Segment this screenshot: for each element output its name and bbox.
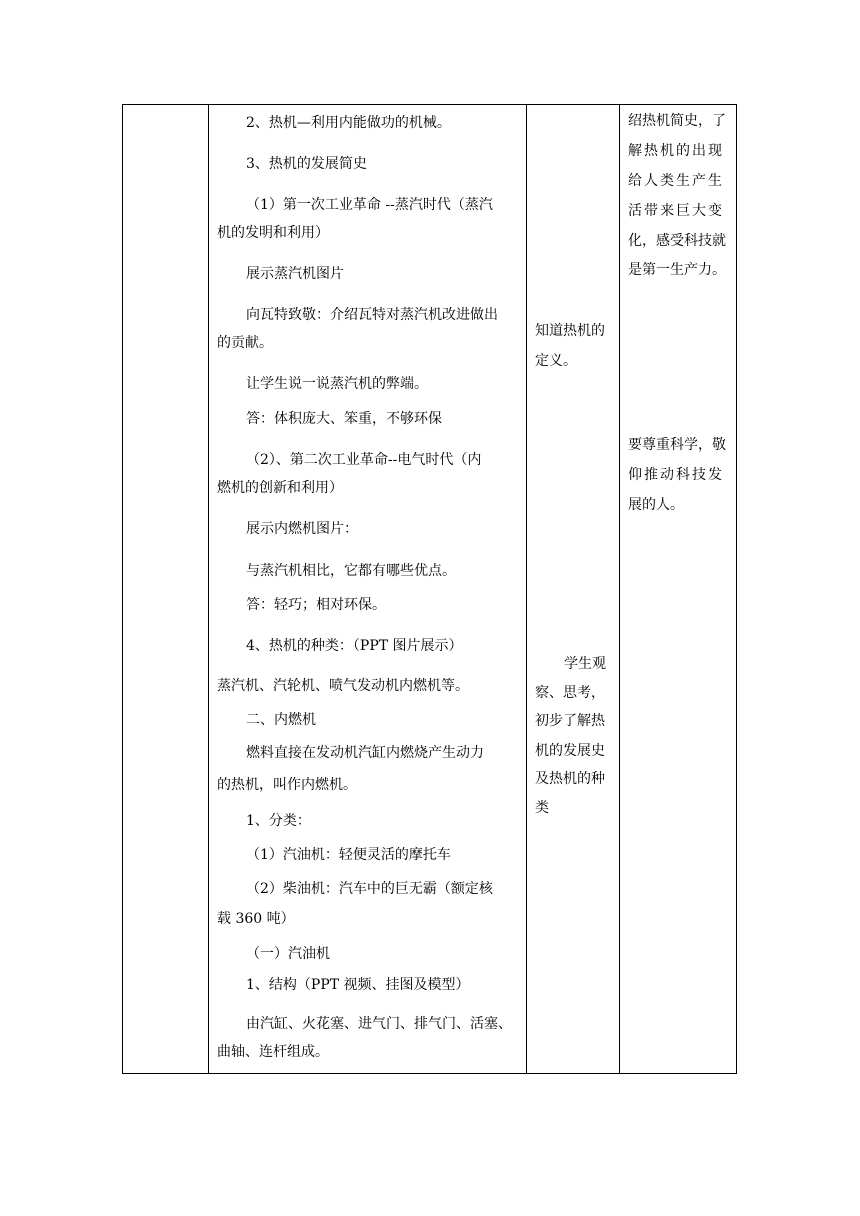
- content-line: 由汽缸、火花塞、进气门、排气门、活塞、: [246, 1016, 512, 1032]
- column-divider: [526, 105, 527, 1073]
- content-line: 的贡献。: [217, 335, 273, 351]
- content-line: 1、结构（PPT 视频、挂图及模型）: [246, 977, 470, 993]
- content-line: （1）汽油机：轻便灵活的摩托车: [246, 847, 451, 863]
- content-line: 机的发明和利用）: [217, 225, 329, 241]
- content-line: 4、热机的种类：（PPT 图片展示）: [246, 638, 463, 654]
- content-line: 展示蒸汽机图片: [246, 266, 344, 282]
- activity-line: 定义。: [535, 353, 577, 369]
- content-line: 二、内燃机: [246, 712, 316, 728]
- activity-line: 初步了解热: [535, 713, 605, 729]
- content-line: 答：体积庞大、笨重，不够环保: [246, 411, 442, 427]
- content-line: 燃机的创新和利用）: [217, 480, 343, 496]
- content-line: 让学生说一说蒸汽机的弊端。: [246, 376, 428, 392]
- content-line: 的热机，叫作内燃机。: [217, 777, 357, 793]
- content-line: 3、热机的发展简史: [246, 156, 367, 172]
- content-line: 1、分类：: [246, 813, 311, 829]
- content-line: 与蒸汽机相比，它都有哪些优点。: [246, 563, 456, 579]
- column-divider: [619, 105, 620, 1073]
- intent-line: 解热机的出现: [628, 143, 724, 159]
- activity-line: 类: [535, 800, 549, 816]
- content-line: 向瓦特致敬：介绍瓦特对蒸汽机改进做出: [246, 307, 498, 323]
- content-line: 载 360 吨）: [217, 911, 295, 927]
- intent-line: 活带来巨大变: [628, 203, 724, 219]
- content-line: （2）柴油机：汽车中的巨无霸（额定核: [246, 881, 493, 897]
- intent-line: 是第一生产力。: [628, 262, 726, 278]
- intent-line: 要尊重科学，敬: [628, 437, 726, 453]
- intent-line: 展的人。: [628, 497, 684, 513]
- column-divider: [208, 105, 209, 1073]
- content-line: 蒸汽机、汽轮机、喷气发动机内燃机等。: [217, 678, 469, 694]
- activity-line: 察、思考，: [535, 685, 605, 701]
- content-line: 燃料直接在发动机汽缸内燃烧产生动力: [246, 745, 484, 761]
- activity-line: 及热机的种: [535, 771, 605, 787]
- content-line: 2、热机—利用内能做功的机械。: [246, 115, 451, 131]
- content-line: 答：轻巧；相对环保。: [246, 597, 386, 613]
- content-line: 曲轴、连杆组成。: [217, 1044, 329, 1060]
- intent-line: 绍热机简史，了: [628, 113, 726, 129]
- activity-line: 学生观: [564, 656, 606, 672]
- content-line: （1）第一次工业革命 --蒸汽时代（蒸汽: [246, 197, 493, 213]
- content-line: 展示内燃机图片：: [246, 521, 358, 537]
- activity-line: 机的发展史: [535, 743, 605, 759]
- intent-line: 化，感受科技就: [628, 233, 726, 249]
- content-line: （一）汽油机: [246, 946, 330, 962]
- content-line: （2）、第二次工业革命--电气时代（内: [246, 452, 482, 468]
- activity-line: 知道热机的: [535, 323, 605, 339]
- intent-line: 给人类生产生: [628, 173, 724, 189]
- intent-line: 仰推动科技发: [628, 467, 724, 483]
